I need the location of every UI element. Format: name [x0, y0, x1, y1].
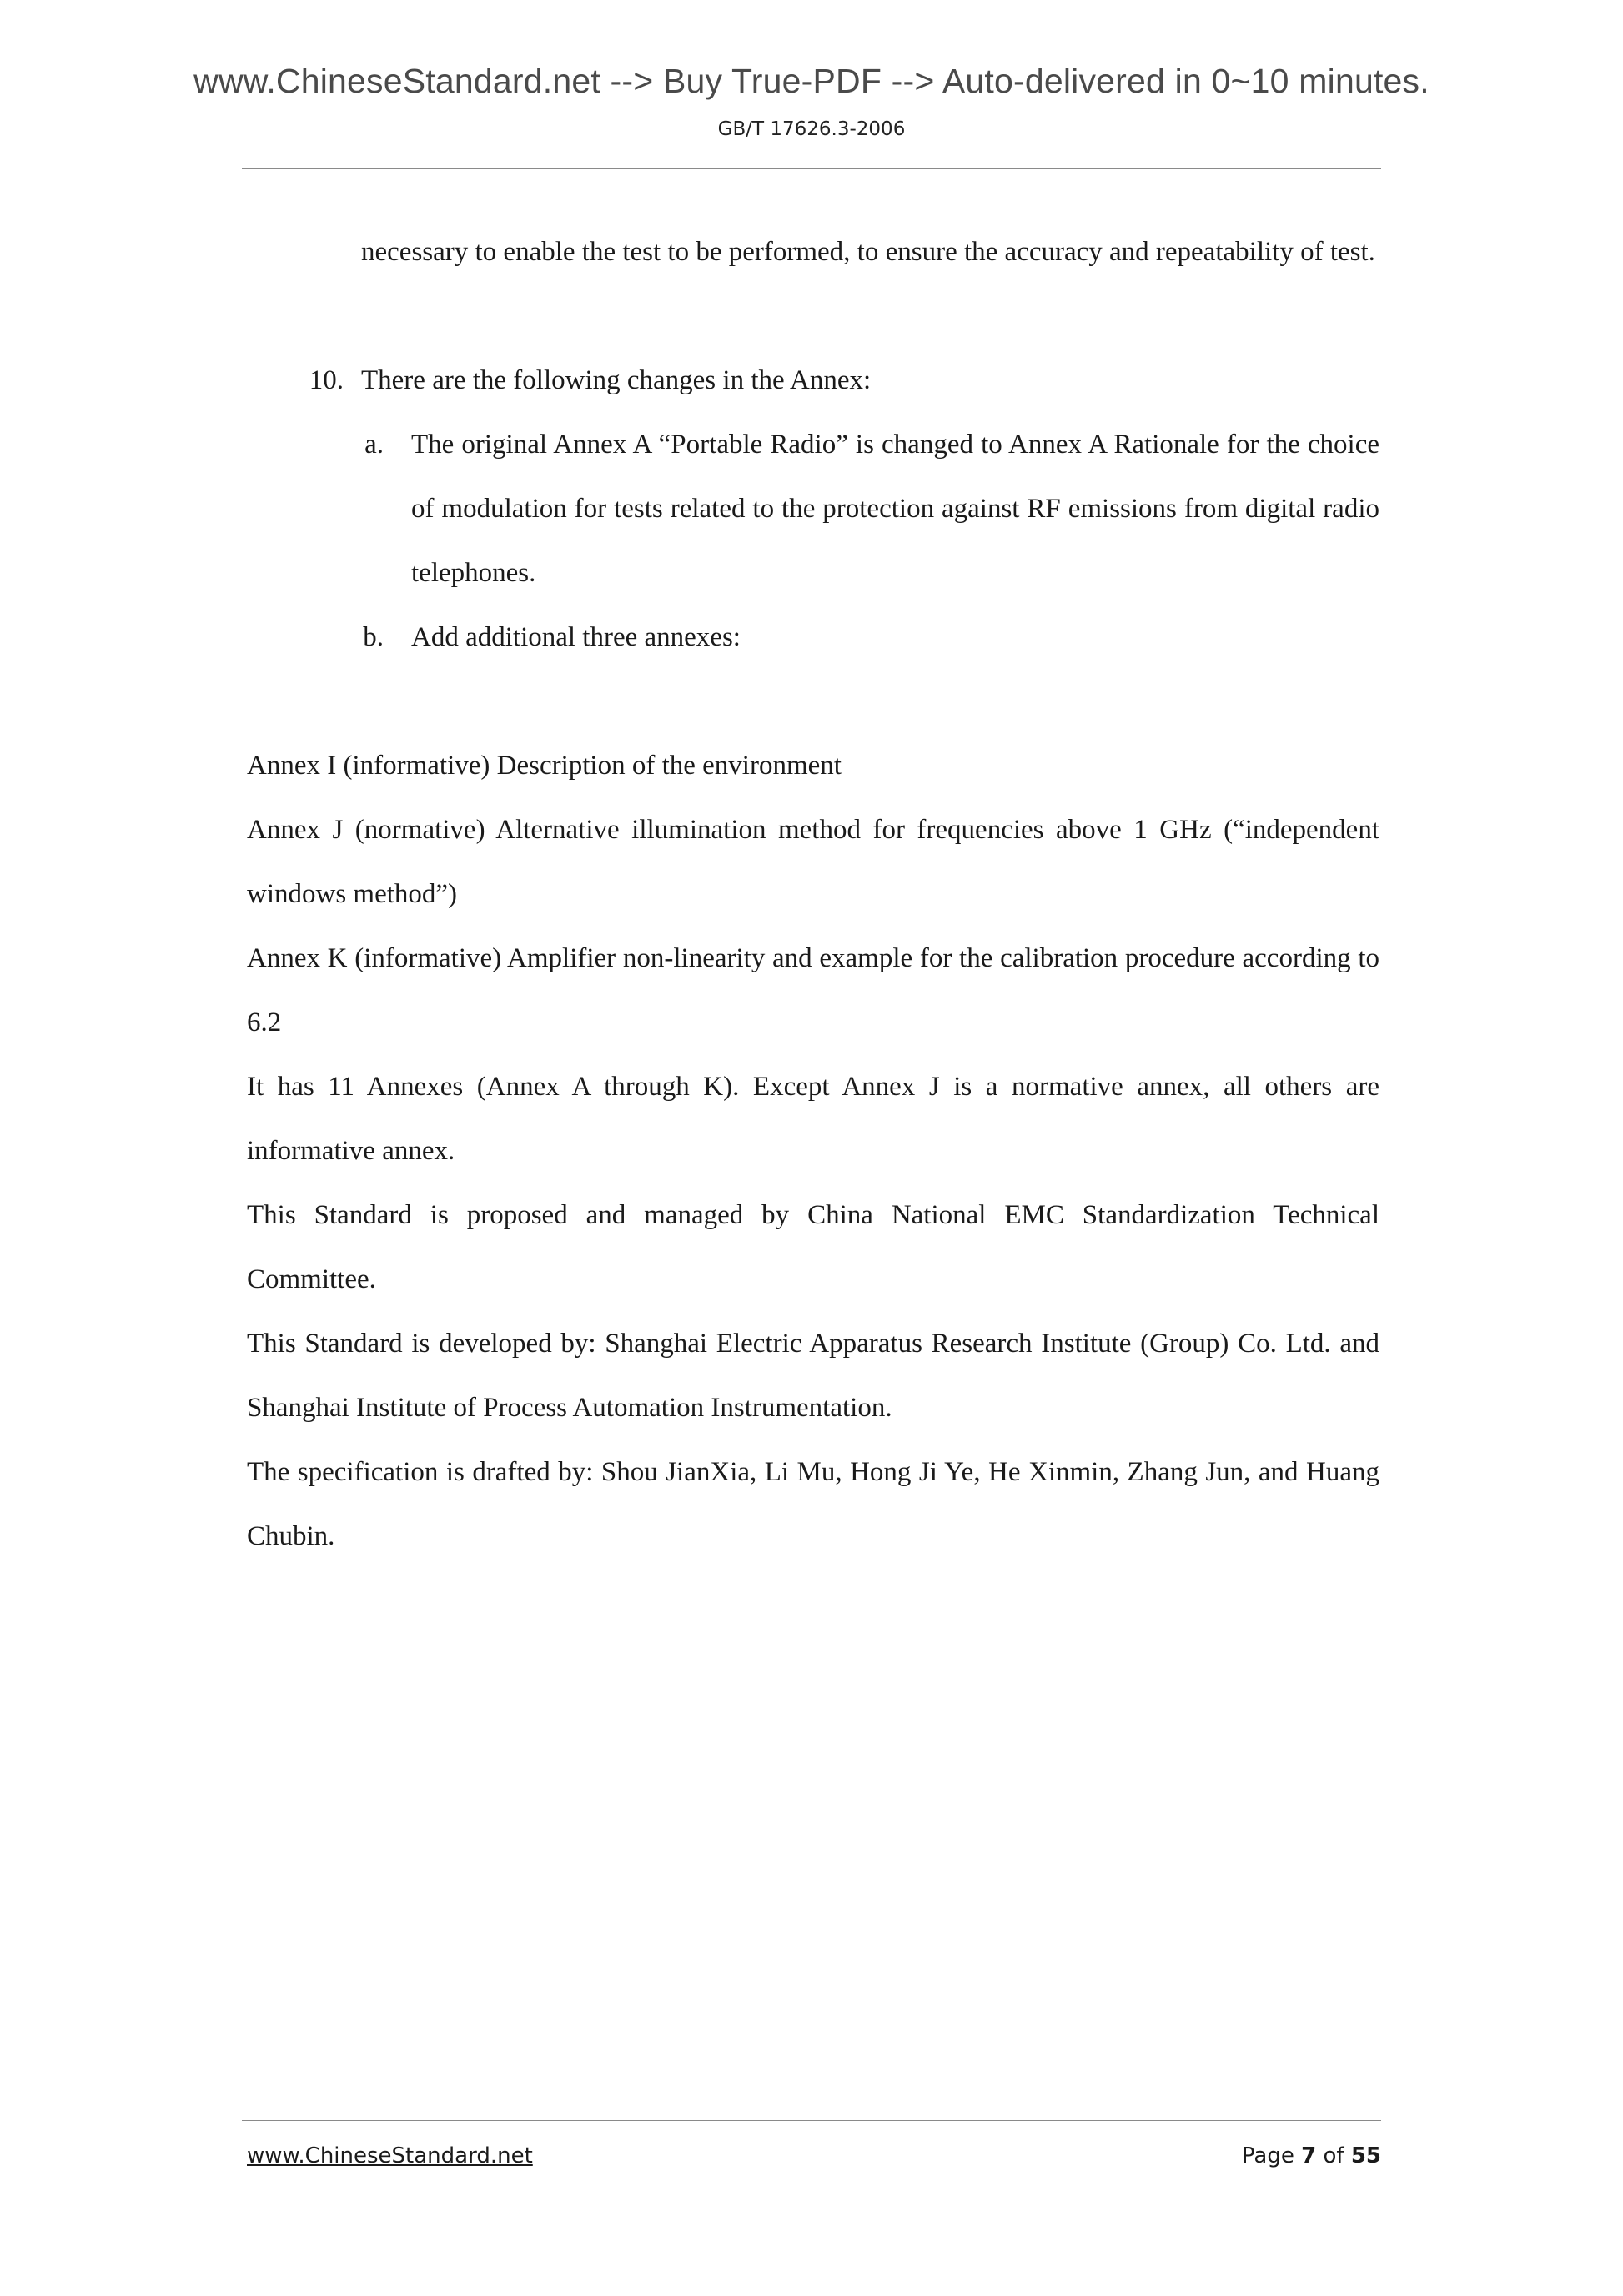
promo-banner: www.ChineseStandard.net --> Buy True-PDF --> Auto-delivered in 0~10 minutes. — [193, 62, 1430, 100]
annex-j-paragraph: Annex J (normative) Alternative illumination method for frequencies above 1 GHz (“independent windows method”) — [247, 815, 1379, 909]
proposed-by-paragraph: This Standard is proposed and managed by China National EMC Standardization Technical Committee. — [247, 1200, 1379, 1294]
list-item-10-text: There are the following changes in the Annex: — [361, 365, 872, 395]
page-number — [1242, 2143, 1381, 2168]
list-item-b-text: Add additional three annexes: — [411, 622, 741, 652]
annex-count-paragraph: It has 11 Annexes (Annex A through K). Except Annex J is a normative annex, all others are informative annex. — [247, 1072, 1379, 1166]
list-marker-b: b. — [363, 622, 384, 652]
annex-k-paragraph: Annex K (informative) Amplifier non-linearity and example for the calibration procedure according to 6.2 — [247, 943, 1379, 1037]
drafted-by-paragraph: The specification is drafted by: Shou JianXia, Li Mu, Hong Ji Ye, He Xinmin, Zhang Jun, and Huang Chubin. — [247, 1457, 1379, 1551]
page-current: 7 — [1301, 2143, 1317, 2168]
page-prefix: Page — [1241, 2143, 1294, 2168]
document-code: GB/T 17626.3-2006 — [717, 118, 906, 140]
page-total: 55 — [1350, 2143, 1381, 2168]
footer-website-link[interactable]: www.ChineseStandard.net — [247, 2143, 533, 2168]
list-item-a-text: The original Annex A “Portable Radio” is changed to Annex A Rationale for the choice of modulation for tests related to the protection against RF emissions from digital radio telephones. — [411, 430, 1379, 588]
footer-divider — [242, 2120, 1381, 2121]
continuation-paragraph: necessary to enable the test to be performed, to ensure the accuracy and repeatability of test. — [361, 237, 1375, 267]
page-of: of — [1323, 2143, 1344, 2168]
annex-i-paragraph: Annex I (informative) Description of the environment — [247, 751, 842, 781]
developed-by-paragraph: This Standard is developed by: Shanghai Electric Apparatus Research Institute (Group) Co. Ltd. and Shanghai Institute of Process Automation Instrumentation. — [247, 1329, 1379, 1423]
list-number-10: 10. — [309, 365, 344, 395]
list-marker-a: a. — [364, 430, 384, 460]
header-divider — [242, 168, 1381, 169]
